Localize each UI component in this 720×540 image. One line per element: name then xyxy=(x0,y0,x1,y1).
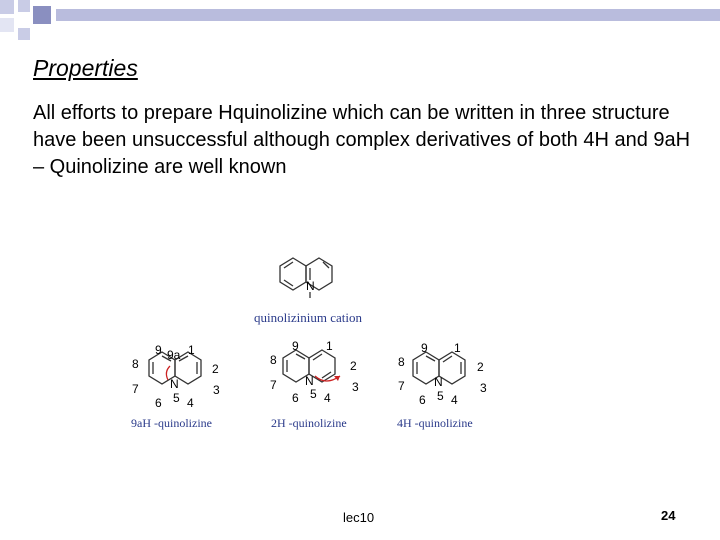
atom-label-n: N xyxy=(306,279,315,293)
atom-label-n: N xyxy=(305,374,314,388)
atom-label: 8 xyxy=(132,357,139,371)
atom-label: 2 xyxy=(477,360,484,374)
atom-label: 7 xyxy=(132,382,139,396)
atom-label: 1 xyxy=(188,343,195,357)
slide-title: Properties xyxy=(33,55,138,81)
atom-label: 6 xyxy=(155,396,162,410)
structure-caption-9aH: 9aH -quinolizine xyxy=(131,416,212,430)
atom-label: 1 xyxy=(454,341,461,355)
atom-label: 5 xyxy=(173,391,180,405)
atom-label: 4 xyxy=(451,393,458,407)
slide-body-text: All efforts to prepare Hquinolizine which can be written in three structure have been unsuccessful although complex derivatives of both 4H and 9aH – Quinolizine are well known xyxy=(33,102,691,178)
atom-label: 1 xyxy=(326,339,333,353)
structure-caption-4H: 4H -quinolizine xyxy=(397,416,473,430)
page-number: 24 xyxy=(661,508,676,523)
cation-caption: quinolizinium cation xyxy=(254,310,362,325)
atom-label: 4 xyxy=(187,396,194,410)
atom-label: 6 xyxy=(292,391,299,405)
atom-label: 5 xyxy=(437,389,444,403)
atom-label: 3 xyxy=(213,383,220,397)
atom-label: 9 xyxy=(155,343,162,357)
atom-label: 7 xyxy=(270,378,277,392)
structure-caption-2H: 2H -quinolizine xyxy=(271,416,347,430)
atom-label: 3 xyxy=(352,380,359,394)
atom-label: 5 xyxy=(310,387,317,401)
atom-label: 9a xyxy=(167,348,181,362)
atom-label: 8 xyxy=(270,353,277,367)
atom-label-n: N xyxy=(434,375,443,389)
atom-label-n: N xyxy=(170,377,179,391)
slide-footer: lec10 xyxy=(343,510,375,525)
atom-label: 2 xyxy=(212,362,219,376)
atom-label: 9 xyxy=(421,341,428,355)
atom-label: 3 xyxy=(480,381,487,395)
atom-label: 7 xyxy=(398,379,405,393)
atom-label: 4 xyxy=(324,391,331,405)
atom-label: 6 xyxy=(419,393,426,407)
atom-label: 2 xyxy=(350,359,357,373)
atom-label: 9 xyxy=(292,339,299,353)
atom-label: 8 xyxy=(398,355,405,369)
